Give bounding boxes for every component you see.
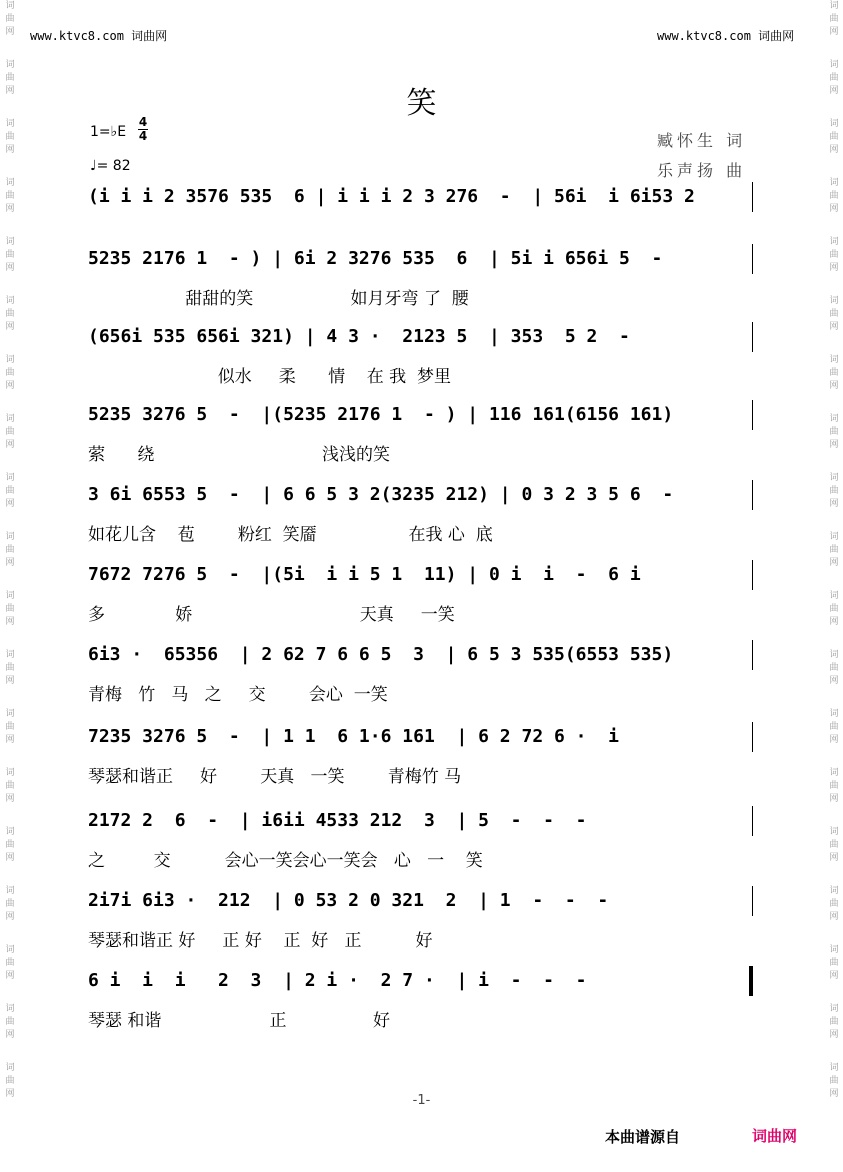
watermark-glyph: 曲: [829, 132, 839, 142]
watermark-glyph: 网: [829, 794, 839, 804]
notation-row: (i i i 2 3576 535 6 | i i i 2 3 276 - | 56i i 6i53 2: [88, 186, 695, 207]
watermark-glyph: 网: [5, 86, 15, 96]
watermark-glyph: 词: [829, 886, 839, 896]
lyric-row: 琴瑟 和谐 正 好: [88, 1011, 390, 1031]
watermark-glyph: 词: [5, 296, 15, 306]
watermark-glyph: 词: [5, 414, 15, 424]
watermark-glyph: 曲: [5, 781, 15, 791]
end-barline: [752, 886, 753, 916]
header-url-left[interactable]: www.ktvc8.com 词曲网: [30, 29, 168, 43]
end-barline: [752, 322, 753, 352]
watermark-glyph: 曲: [5, 722, 15, 732]
watermark-glyph: 词: [5, 355, 15, 365]
watermark-glyph: 曲: [829, 1076, 839, 1086]
watermark-glyph: 曲: [829, 14, 839, 24]
watermark-glyph: 网: [829, 1089, 839, 1099]
lyricist-credit: 臧怀生 词: [657, 131, 747, 150]
end-barline: [752, 182, 753, 212]
composer-credit: 乐声扬 曲: [657, 161, 747, 180]
watermark-glyph: 词: [829, 296, 839, 306]
watermark-glyph: 网: [829, 617, 839, 627]
watermark-glyph: 网: [829, 27, 839, 37]
watermark-glyph: 词: [5, 1004, 15, 1014]
watermark-glyph: 曲: [829, 486, 839, 496]
watermark-glyph: 词: [829, 532, 839, 542]
watermark-glyph: 曲: [5, 840, 15, 850]
watermark-glyph: 网: [5, 912, 15, 922]
watermark-glyph: 曲: [829, 368, 839, 378]
watermark-glyph: 词: [829, 650, 839, 660]
notation-row: 6 i i i 2 3 | 2 i · 2 7 · | i - - -: [88, 970, 587, 991]
watermark-glyph: 网: [829, 440, 839, 450]
watermark-glyph: 网: [829, 1030, 839, 1040]
watermark-glyph: 网: [829, 499, 839, 509]
watermark-glyph: 网: [5, 794, 15, 804]
watermark-glyph: 网: [829, 912, 839, 922]
watermark-glyph: 词: [829, 1063, 839, 1073]
time-signature: [138, 116, 148, 143]
watermark-glyph: 词: [829, 945, 839, 955]
time-sig-bottom: 4: [138, 129, 148, 143]
watermark-glyph: 曲: [5, 486, 15, 496]
notation-row: 7672 7276 5 - |(5i i i 5 1 11) | 0 i i - 6 i: [88, 564, 641, 585]
lyric-row: 琴瑟和谐正 好 正 好 正 好 正 好: [88, 931, 433, 951]
notation-row: 3 6i 6553 5 - | 6 6 5 3 2(3235 212) | 0 3 2 3 5 6 -: [88, 484, 674, 505]
watermark-glyph: 词: [5, 237, 15, 247]
watermark-glyph: 曲: [5, 191, 15, 201]
watermark-glyph: 词: [5, 827, 15, 837]
end-barline: [752, 244, 753, 274]
lyric-row: 萦 绕 浅浅的笑: [88, 445, 390, 465]
watermark-glyph: 词: [5, 945, 15, 955]
page-number: -1-: [412, 1093, 431, 1108]
watermark-glyph: 网: [829, 676, 839, 686]
watermark-glyph: 网: [829, 971, 839, 981]
notation-row: 2i7i 6i3 · 212 | 0 53 2 0 321 2 | 1 - - -: [88, 890, 609, 911]
watermark-glyph: 词: [829, 768, 839, 778]
lyric-row: 琴瑟和谐正 好 天真 一笑 青梅竹 马: [88, 767, 462, 787]
watermark-glyph: 网: [5, 735, 15, 745]
watermark-glyph: 曲: [829, 250, 839, 260]
watermark-glyph: 词: [829, 414, 839, 424]
watermark-glyph: 曲: [829, 191, 839, 201]
lyric-row: 之 交 会心一笑会心一笑会 心 一 笑: [88, 851, 483, 871]
watermark-glyph: 词: [829, 355, 839, 365]
watermark-glyph: 曲: [5, 73, 15, 83]
watermark-glyph: 网: [5, 27, 15, 37]
lyric-row: 如花儿含 苞 粉红 笑靥 在我 心 底: [88, 525, 493, 545]
watermark-glyph: 网: [829, 86, 839, 96]
watermark-glyph: 词: [5, 178, 15, 188]
end-barline: [752, 640, 753, 670]
notation-row: 2172 2 6 - | i6ii 4533 212 3 | 5 - - -: [88, 810, 587, 831]
watermark-glyph: 词: [5, 886, 15, 896]
end-barline: [752, 400, 753, 430]
watermark-glyph: 网: [5, 1089, 15, 1099]
final-barline: [749, 966, 753, 996]
watermark-glyph: 网: [829, 322, 839, 332]
notation-row: 6i3 · 65356 | 2 62 7 6 6 5 3 | 6 5 3 535(6553 535): [88, 644, 674, 665]
watermark-glyph: 曲: [829, 73, 839, 83]
watermark-glyph: 曲: [829, 309, 839, 319]
watermark-glyph: 网: [829, 263, 839, 273]
watermark-glyph: 曲: [5, 1017, 15, 1027]
watermark-glyph: 网: [829, 381, 839, 391]
watermark-glyph: 词: [5, 532, 15, 542]
watermark-glyph: 词: [829, 178, 839, 188]
notation-row: 5235 3276 5 - |(5235 2176 1 - ) | 116 161(6156 161): [88, 404, 674, 425]
watermark-glyph: 词: [829, 1, 839, 11]
left-watermark-column: [2, 0, 18, 1101]
watermark-glyph: 词: [5, 591, 15, 601]
watermark-glyph: 曲: [5, 14, 15, 24]
end-barline: [752, 722, 753, 752]
watermark-glyph: 词: [829, 709, 839, 719]
end-barline: [752, 480, 753, 510]
watermark-glyph: 网: [829, 853, 839, 863]
watermark-glyph: 词: [5, 650, 15, 660]
watermark-glyph: 词: [829, 591, 839, 601]
watermark-glyph: 曲: [829, 958, 839, 968]
watermark-glyph: 曲: [829, 781, 839, 791]
watermark-glyph: 网: [5, 322, 15, 332]
watermark-glyph: 网: [5, 853, 15, 863]
lyric-row: 甜甜的笑 如月牙弯 了 腰: [88, 289, 469, 309]
watermark-glyph: 网: [5, 1030, 15, 1040]
watermark-glyph: 曲: [5, 545, 15, 555]
notation-row: (656i 535 656i 321) | 4 3 · 2123 5 | 353 5 2 -: [88, 326, 630, 347]
watermark-glyph: 词: [5, 1, 15, 11]
watermark-glyph: 网: [5, 440, 15, 450]
watermark-glyph: 词: [5, 473, 15, 483]
watermark-glyph: 网: [5, 617, 15, 627]
watermark-glyph: 曲: [5, 309, 15, 319]
watermark-glyph: 网: [5, 971, 15, 981]
watermark-glyph: 词: [829, 1004, 839, 1014]
lyric-row: 似水 柔 情 在 我 梦里: [88, 367, 451, 387]
watermark-glyph: 曲: [829, 663, 839, 673]
watermark-glyph: 网: [5, 381, 15, 391]
time-sig-top: 4: [138, 115, 148, 129]
watermark-glyph: 词: [5, 768, 15, 778]
watermark-glyph: 曲: [5, 899, 15, 909]
watermark-glyph: 网: [5, 145, 15, 155]
source-label: 本曲谱源自: [605, 1128, 681, 1146]
watermark-glyph: 曲: [829, 899, 839, 909]
watermark-glyph: 词: [829, 60, 839, 70]
watermark-glyph: 曲: [829, 840, 839, 850]
watermark-glyph: 词: [829, 473, 839, 483]
end-barline: [752, 806, 753, 836]
watermark-glyph: 网: [829, 735, 839, 745]
watermark-glyph: 曲: [5, 427, 15, 437]
watermark-glyph: 曲: [5, 604, 15, 614]
notation-row: 5235 2176 1 - ) | 6i 2 3276 535 6 | 5i i 656i 5 -: [88, 248, 663, 269]
watermark-glyph: 曲: [829, 604, 839, 614]
brand-logo-text[interactable]: 词曲网: [752, 1127, 798, 1145]
watermark-glyph: 词: [829, 119, 839, 129]
watermark-glyph: 网: [829, 558, 839, 568]
right-watermark-column: [826, 0, 842, 1101]
watermark-glyph: 曲: [5, 958, 15, 968]
watermark-glyph: 网: [5, 676, 15, 686]
watermark-glyph: 词: [5, 709, 15, 719]
watermark-glyph: 曲: [829, 545, 839, 555]
watermark-glyph: 词: [829, 827, 839, 837]
notation-row: 7235 3276 5 - | 1 1 6 1·6 161 | 6 2 72 6 · i: [88, 726, 620, 747]
watermark-glyph: 网: [5, 499, 15, 509]
watermark-glyph: 曲: [5, 132, 15, 142]
watermark-glyph: 网: [829, 204, 839, 214]
watermark-glyph: 网: [5, 204, 15, 214]
watermark-glyph: 网: [5, 263, 15, 273]
song-title: 笑: [406, 86, 437, 121]
watermark-glyph: 词: [829, 237, 839, 247]
watermark-glyph: 词: [5, 1063, 15, 1073]
watermark-glyph: 曲: [5, 250, 15, 260]
watermark-glyph: 网: [829, 145, 839, 155]
header-url-right[interactable]: www.ktvc8.com 词曲网: [657, 29, 795, 43]
watermark-glyph: 曲: [829, 427, 839, 437]
lyric-row: 多 娇 天真 一笑: [88, 605, 455, 625]
watermark-glyph: 曲: [829, 1017, 839, 1027]
lyric-row: 青梅 竹 马 之 交 会心 一笑: [88, 685, 388, 705]
watermark-glyph: 曲: [829, 722, 839, 732]
end-barline: [752, 560, 753, 590]
watermark-glyph: 词: [5, 119, 15, 129]
watermark-glyph: 词: [5, 60, 15, 70]
watermark-glyph: 曲: [5, 1076, 15, 1086]
watermark-glyph: 网: [5, 558, 15, 568]
watermark-glyph: 曲: [5, 663, 15, 673]
key-signature: 1=♭E: [90, 124, 127, 140]
watermark-glyph: 曲: [5, 368, 15, 378]
tempo-mark: ♩= 82: [90, 158, 131, 174]
